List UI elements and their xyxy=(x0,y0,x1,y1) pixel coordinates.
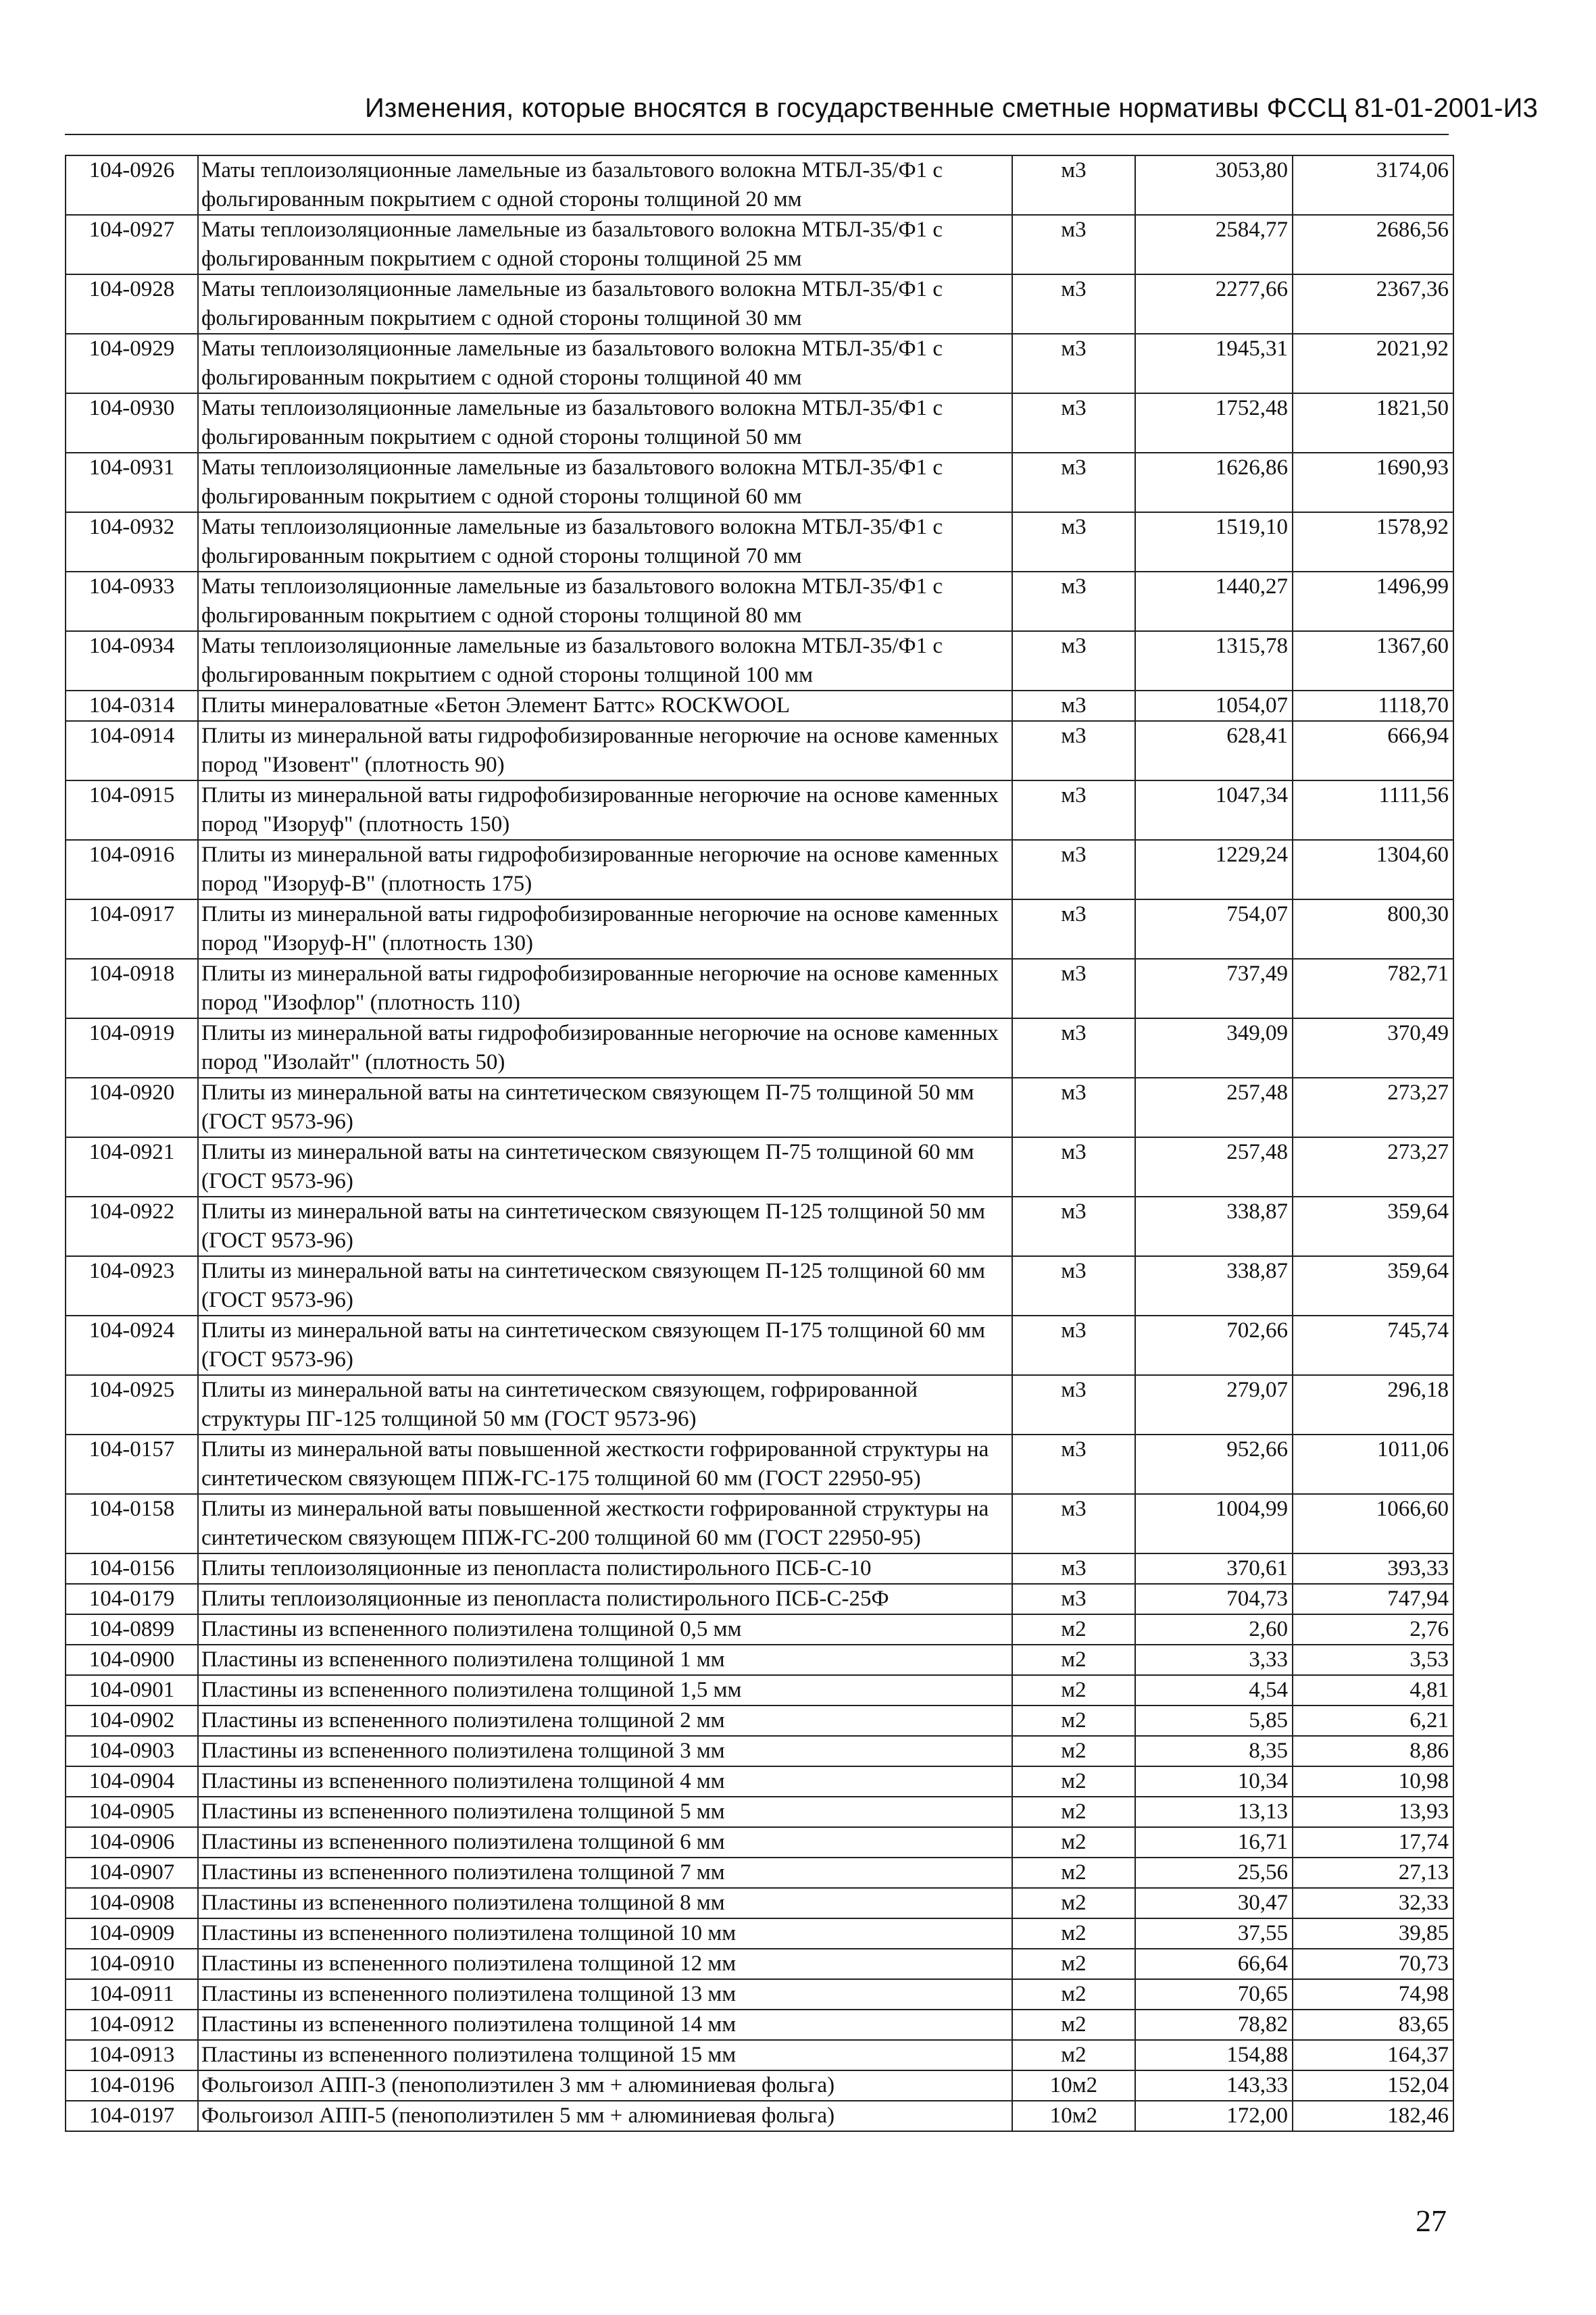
table-row xyxy=(66,572,1453,631)
row-price-new-cell: 4,81 xyxy=(1293,1675,1453,1706)
row-price-new-cell: 1011,06 xyxy=(1293,1435,1453,1494)
row-name-cell: Маты теплоизоляционные ламельные из базальтового волокна МТБЛ-35/Ф1 с фольгированным покрытием с одной стороны толщиной 80 мм xyxy=(198,572,1012,631)
row-code-cell: 104-0932 xyxy=(66,512,198,572)
table-row xyxy=(66,1979,1453,2010)
row-price-current-cell: 702,66 xyxy=(1135,1316,1293,1375)
row-price-current-cell: 30,47 xyxy=(1135,1888,1293,1918)
row-price-new-cell: 70,73 xyxy=(1293,1949,1453,1979)
row-unit-cell: м2 xyxy=(1012,1949,1135,1979)
row-code-cell: 104-0908 xyxy=(66,1888,198,1918)
row-price-current-cell: 338,87 xyxy=(1135,1256,1293,1316)
row-code-cell: 104-0903 xyxy=(66,1736,198,1766)
row-name-cell: Маты теплоизоляционные ламельные из базальтового волокна МТБЛ-35/Ф1 с фольгированным покрытием с одной стороны толщиной 25 мм xyxy=(198,215,1012,274)
row-name-cell: Плиты из минеральной ваты гидрофобизированные негорючие на основе каменных пород "Изофлор" (плотность 110) xyxy=(198,959,1012,1018)
row-name-cell: Пластины из вспененного полиэтилена толщиной 10 мм xyxy=(198,1918,1012,1949)
row-code-cell: 104-0931 xyxy=(66,453,198,512)
table-row xyxy=(66,1316,1453,1375)
row-code-cell: 104-0157 xyxy=(66,1435,198,1494)
row-price-new-cell: 74,98 xyxy=(1293,1979,1453,2010)
row-code-cell: 104-0179 xyxy=(66,1584,198,1614)
table-row xyxy=(66,1827,1453,1858)
row-name-cell: Маты теплоизоляционные ламельные из базальтового волокна МТБЛ-35/Ф1 с фольгированным покрытием с одной стороны толщиной 20 мм xyxy=(198,155,1012,215)
row-price-new-cell: 1496,99 xyxy=(1293,572,1453,631)
row-price-current-cell: 66,64 xyxy=(1135,1949,1293,1979)
row-name-cell: Пластины из вспененного полиэтилена толщиной 2 мм xyxy=(198,1706,1012,1736)
table-row xyxy=(66,512,1453,572)
row-name-cell: Пластины из вспененного полиэтилена толщиной 1,5 мм xyxy=(198,1675,1012,1706)
row-unit-cell: м3 xyxy=(1012,631,1135,691)
row-price-new-cell: 2021,92 xyxy=(1293,334,1453,393)
row-unit-cell: м2 xyxy=(1012,1858,1135,1888)
row-code-cell: 104-0928 xyxy=(66,274,198,334)
row-code-cell: 104-0902 xyxy=(66,1706,198,1736)
row-price-new-cell: 800,30 xyxy=(1293,899,1453,959)
row-price-current-cell: 2,60 xyxy=(1135,1614,1293,1645)
row-name-cell: Плиты из минеральной ваты повышенной жесткости гофрированной структуры на синтетическом связующем ППЖ-ГС-200 толщиной 60 мм (ГОСТ 22950-95) xyxy=(198,1494,1012,1553)
row-unit-cell: м3 xyxy=(1012,155,1135,215)
row-price-new-cell: 2,76 xyxy=(1293,1614,1453,1645)
row-name-cell: Плиты из минеральной ваты гидрофобизированные негорючие на основе каменных пород "Изоруф-Н" (плотность 130) xyxy=(198,899,1012,959)
row-unit-cell: м3 xyxy=(1012,959,1135,1018)
row-price-current-cell: 3053,80 xyxy=(1135,155,1293,215)
row-unit-cell: м2 xyxy=(1012,1675,1135,1706)
row-price-new-cell: 1578,92 xyxy=(1293,512,1453,572)
row-code-cell: 104-0907 xyxy=(66,1858,198,1888)
row-code-cell: 104-0926 xyxy=(66,155,198,215)
row-code-cell: 104-0906 xyxy=(66,1827,198,1858)
row-price-current-cell: 1752,48 xyxy=(1135,393,1293,453)
table-row xyxy=(66,780,1453,840)
row-unit-cell: м2 xyxy=(1012,1918,1135,1949)
row-price-current-cell: 754,07 xyxy=(1135,899,1293,959)
row-unit-cell: м3 xyxy=(1012,1256,1135,1316)
row-unit-cell: м3 xyxy=(1012,334,1135,393)
row-unit-cell: м3 xyxy=(1012,274,1135,334)
table-row xyxy=(66,631,1453,691)
row-unit-cell: м2 xyxy=(1012,2010,1135,2040)
row-price-new-cell: 39,85 xyxy=(1293,1918,1453,1949)
row-code-cell: 104-0909 xyxy=(66,1918,198,1949)
row-code-cell: 104-0934 xyxy=(66,631,198,691)
row-price-new-cell: 359,64 xyxy=(1293,1256,1453,1316)
row-price-current-cell: 3,33 xyxy=(1135,1645,1293,1675)
row-price-new-cell: 1066,60 xyxy=(1293,1494,1453,1553)
row-name-cell: Маты теплоизоляционные ламельные из базальтового волокна МТБЛ-35/Ф1 с фольгированным покрытием с одной стороны толщиной 40 мм xyxy=(198,334,1012,393)
row-price-new-cell: 745,74 xyxy=(1293,1316,1453,1375)
row-code-cell: 104-0917 xyxy=(66,899,198,959)
table-row xyxy=(66,1137,1453,1197)
row-name-cell: Плиты из минеральной ваты на синтетическом связующем П-175 толщиной 60 мм (ГОСТ 9573-96) xyxy=(198,1316,1012,1375)
row-name-cell: Пластины из вспененного полиэтилена толщиной 13 мм xyxy=(198,1979,1012,2010)
row-code-cell: 104-0156 xyxy=(66,1553,198,1584)
table-row xyxy=(66,334,1453,393)
row-name-cell: Плиты из минеральной ваты на синтетическом связующем, гофрированной структуры ПГ-125 толщиной 50 мм (ГОСТ 9573-96) xyxy=(198,1375,1012,1435)
table-row xyxy=(66,2101,1453,2131)
header-rule xyxy=(65,134,1449,135)
row-price-current-cell: 4,54 xyxy=(1135,1675,1293,1706)
row-code-cell: 104-0918 xyxy=(66,959,198,1018)
row-unit-cell: м3 xyxy=(1012,572,1135,631)
row-name-cell: Плиты из минеральной ваты на синтетическом связующем П-75 толщиной 50 мм (ГОСТ 9573-96) xyxy=(198,1078,1012,1137)
row-code-cell: 104-0196 xyxy=(66,2070,198,2101)
row-code-cell: 104-0915 xyxy=(66,780,198,840)
row-name-cell: Маты теплоизоляционные ламельные из базальтового волокна МТБЛ-35/Ф1 с фольгированным покрытием с одной стороны толщиной 100 мм xyxy=(198,631,1012,691)
row-name-cell: Плиты из минеральной ваты повышенной жесткости гофрированной структуры на синтетическом связующем ППЖ-ГС-175 толщиной 60 мм (ГОСТ 22950-95) xyxy=(198,1435,1012,1494)
row-unit-cell: м2 xyxy=(1012,1827,1135,1858)
table-row xyxy=(66,1858,1453,1888)
row-price-new-cell: 17,74 xyxy=(1293,1827,1453,1858)
row-unit-cell: м3 xyxy=(1012,1375,1135,1435)
row-price-current-cell: 628,41 xyxy=(1135,721,1293,780)
row-price-new-cell: 370,49 xyxy=(1293,1018,1453,1078)
row-code-cell: 104-0899 xyxy=(66,1614,198,1645)
row-name-cell: Пластины из вспененного полиэтилена толщиной 8 мм xyxy=(198,1888,1012,1918)
row-code-cell: 104-0933 xyxy=(66,572,198,631)
table-row xyxy=(66,2070,1453,2101)
row-price-current-cell: 10,34 xyxy=(1135,1766,1293,1797)
row-name-cell: Пластины из вспененного полиэтилена толщиной 5 мм xyxy=(198,1797,1012,1827)
row-code-cell: 104-0922 xyxy=(66,1197,198,1256)
row-code-cell: 104-0911 xyxy=(66,1979,198,2010)
row-price-new-cell: 666,94 xyxy=(1293,721,1453,780)
row-code-cell: 104-0927 xyxy=(66,215,198,274)
row-price-current-cell: 952,66 xyxy=(1135,1435,1293,1494)
row-price-current-cell: 1440,27 xyxy=(1135,572,1293,631)
row-price-new-cell: 182,46 xyxy=(1293,2101,1453,2131)
row-name-cell: Плиты теплоизоляционные из пенопласта полистирольного ПСБ-С-10 xyxy=(198,1553,1012,1584)
row-code-cell: 104-0901 xyxy=(66,1675,198,1706)
row-code-cell: 104-0900 xyxy=(66,1645,198,1675)
row-price-current-cell: 1626,86 xyxy=(1135,453,1293,512)
row-price-current-cell: 737,49 xyxy=(1135,959,1293,1018)
row-code-cell: 104-0905 xyxy=(66,1797,198,1827)
table-row xyxy=(66,215,1453,274)
row-price-new-cell: 152,04 xyxy=(1293,2070,1453,2101)
table-row xyxy=(66,2040,1453,2070)
row-price-current-cell: 172,00 xyxy=(1135,2101,1293,2131)
row-price-current-cell: 1315,78 xyxy=(1135,631,1293,691)
row-unit-cell: м2 xyxy=(1012,1736,1135,1766)
row-unit-cell: м3 xyxy=(1012,691,1135,721)
row-name-cell: Плиты минераловатные «Бетон Элемент Баттс» ROCKWOOL xyxy=(198,691,1012,721)
row-unit-cell: м3 xyxy=(1012,899,1135,959)
row-unit-cell: м3 xyxy=(1012,1494,1135,1553)
table-row xyxy=(66,2010,1453,2040)
row-unit-cell: м3 xyxy=(1012,1197,1135,1256)
row-name-cell: Пластины из вспененного полиэтилена толщиной 1 мм xyxy=(198,1645,1012,1675)
row-unit-cell: м2 xyxy=(1012,1614,1135,1645)
row-price-new-cell: 8,86 xyxy=(1293,1736,1453,1766)
row-name-cell: Пластины из вспененного полиэтилена толщиной 4 мм xyxy=(198,1766,1012,1797)
row-price-current-cell: 25,56 xyxy=(1135,1858,1293,1888)
row-code-cell: 104-0924 xyxy=(66,1316,198,1375)
row-name-cell: Пластины из вспененного полиэтилена толщиной 12 мм xyxy=(198,1949,1012,1979)
row-name-cell: Пластины из вспененного полиэтилена толщиной 3 мм xyxy=(198,1736,1012,1766)
table-row xyxy=(66,1797,1453,1827)
row-unit-cell: 10м2 xyxy=(1012,2101,1135,2131)
row-price-current-cell: 16,71 xyxy=(1135,1827,1293,1858)
row-price-current-cell: 143,33 xyxy=(1135,2070,1293,2101)
table-row xyxy=(66,274,1453,334)
row-price-new-cell: 1690,93 xyxy=(1293,453,1453,512)
row-code-cell: 104-0913 xyxy=(66,2040,198,2070)
row-price-current-cell: 279,07 xyxy=(1135,1375,1293,1435)
row-name-cell: Плиты из минеральной ваты гидрофобизированные негорючие на основе каменных пород "Изоруф" (плотность 150) xyxy=(198,780,1012,840)
row-code-cell: 104-0923 xyxy=(66,1256,198,1316)
row-code-cell: 104-0921 xyxy=(66,1137,198,1197)
row-price-current-cell: 13,13 xyxy=(1135,1797,1293,1827)
table-row xyxy=(66,1197,1453,1256)
row-name-cell: Плиты теплоизоляционные из пенопласта полистирольного ПСБ-С-25Ф xyxy=(198,1584,1012,1614)
row-price-current-cell: 370,61 xyxy=(1135,1553,1293,1584)
row-price-new-cell: 296,18 xyxy=(1293,1375,1453,1435)
table-row xyxy=(66,1435,1453,1494)
row-price-current-cell: 257,48 xyxy=(1135,1078,1293,1137)
row-code-cell: 104-0916 xyxy=(66,840,198,899)
row-price-new-cell: 32,33 xyxy=(1293,1888,1453,1918)
row-price-new-cell: 83,65 xyxy=(1293,2010,1453,2040)
row-price-current-cell: 704,73 xyxy=(1135,1584,1293,1614)
row-price-current-cell: 2277,66 xyxy=(1135,274,1293,334)
row-price-new-cell: 1367,60 xyxy=(1293,631,1453,691)
page-header-title: Изменения, которые вносятся в государственные сметные нормативы ФССЦ 81-01-2001-И3 xyxy=(365,93,1539,123)
row-name-cell: Маты теплоизоляционные ламельные из базальтового волокна МТБЛ-35/Ф1 с фольгированным покрытием с одной стороны толщиной 30 мм xyxy=(198,274,1012,334)
row-code-cell: 104-0929 xyxy=(66,334,198,393)
row-name-cell: Плиты из минеральной ваты гидрофобизированные негорючие на основе каменных пород "Изовент" (плотность 90) xyxy=(198,721,1012,780)
row-unit-cell: м3 xyxy=(1012,215,1135,274)
row-code-cell: 104-0910 xyxy=(66,1949,198,1979)
table-row xyxy=(66,1078,1453,1137)
row-name-cell: Маты теплоизоляционные ламельные из базальтового волокна МТБЛ-35/Ф1 с фольгированным покрытием с одной стороны толщиной 70 мм xyxy=(198,512,1012,572)
price-table-body xyxy=(66,155,1453,2131)
row-price-current-cell: 70,65 xyxy=(1135,1979,1293,2010)
row-price-new-cell: 1304,60 xyxy=(1293,840,1453,899)
row-name-cell: Маты теплоизоляционные ламельные из базальтового волокна МТБЛ-35/Ф1 с фольгированным покрытием с одной стороны толщиной 60 мм xyxy=(198,453,1012,512)
row-unit-cell: м3 xyxy=(1012,721,1135,780)
row-unit-cell: м3 xyxy=(1012,1584,1135,1614)
table-row xyxy=(66,721,1453,780)
row-price-current-cell: 8,35 xyxy=(1135,1736,1293,1766)
row-unit-cell: м2 xyxy=(1012,1645,1135,1675)
row-unit-cell: м3 xyxy=(1012,840,1135,899)
row-unit-cell: м2 xyxy=(1012,1797,1135,1827)
row-unit-cell: м2 xyxy=(1012,2040,1135,2070)
row-price-new-cell: 164,37 xyxy=(1293,2040,1453,2070)
row-unit-cell: м3 xyxy=(1012,780,1135,840)
row-name-cell: Пластины из вспененного полиэтилена толщиной 6 мм xyxy=(198,1827,1012,1858)
row-name-cell: Плиты из минеральной ваты на синтетическом связующем П-125 толщиной 50 мм (ГОСТ 9573-96) xyxy=(198,1197,1012,1256)
row-name-cell: Фольгоизол АПП-3 (пенополиэтилен 3 мм + алюминиевая фольга) xyxy=(198,2070,1012,2101)
row-price-new-cell: 393,33 xyxy=(1293,1553,1453,1584)
row-unit-cell: м3 xyxy=(1012,393,1135,453)
table-row xyxy=(66,1645,1453,1675)
row-name-cell: Плиты из минеральной ваты гидрофобизированные негорючие на основе каменных пород "Изоруф-В" (плотность 175) xyxy=(198,840,1012,899)
row-price-new-cell: 782,71 xyxy=(1293,959,1453,1018)
row-unit-cell: м3 xyxy=(1012,1435,1135,1494)
row-price-new-cell: 3,53 xyxy=(1293,1645,1453,1675)
row-price-new-cell: 747,94 xyxy=(1293,1584,1453,1614)
row-price-new-cell: 3174,06 xyxy=(1293,155,1453,215)
row-price-new-cell: 27,13 xyxy=(1293,1858,1453,1888)
table-row xyxy=(66,1918,1453,1949)
row-price-new-cell: 13,93 xyxy=(1293,1797,1453,1827)
row-unit-cell: м3 xyxy=(1012,1137,1135,1197)
table-row xyxy=(66,453,1453,512)
row-name-cell: Плиты из минеральной ваты на синтетическом связующем П-125 толщиной 60 мм (ГОСТ 9573-96) xyxy=(198,1256,1012,1316)
row-price-current-cell: 257,48 xyxy=(1135,1137,1293,1197)
row-name-cell: Пластины из вспененного полиэтилена толщиной 15 мм xyxy=(198,2040,1012,2070)
row-name-cell: Пластины из вспененного полиэтилена толщиной 0,5 мм xyxy=(198,1614,1012,1645)
row-price-current-cell: 2584,77 xyxy=(1135,215,1293,274)
table-row xyxy=(66,1736,1453,1766)
row-name-cell: Фольгоизол АПП-5 (пенополиэтилен 5 мм + алюминиевая фольга) xyxy=(198,2101,1012,2131)
table-row xyxy=(66,393,1453,453)
price-table-container xyxy=(65,155,1453,2132)
row-unit-cell: м2 xyxy=(1012,1979,1135,2010)
row-price-new-cell: 10,98 xyxy=(1293,1766,1453,1797)
row-price-current-cell: 37,55 xyxy=(1135,1918,1293,1949)
table-row xyxy=(66,959,1453,1018)
row-price-current-cell: 1054,07 xyxy=(1135,691,1293,721)
table-row xyxy=(66,1706,1453,1736)
table-row xyxy=(66,1949,1453,1979)
row-code-cell: 104-0912 xyxy=(66,2010,198,2040)
row-unit-cell: м2 xyxy=(1012,1888,1135,1918)
row-price-current-cell: 1519,10 xyxy=(1135,512,1293,572)
row-price-current-cell: 154,88 xyxy=(1135,2040,1293,2070)
table-row xyxy=(66,899,1453,959)
table-row xyxy=(66,1553,1453,1584)
page-number: 27 xyxy=(1416,2204,1447,2238)
row-unit-cell: м3 xyxy=(1012,1553,1135,1584)
table-row xyxy=(66,1675,1453,1706)
row-unit-cell: м3 xyxy=(1012,1316,1135,1375)
row-unit-cell: м3 xyxy=(1012,1078,1135,1137)
row-code-cell: 104-0925 xyxy=(66,1375,198,1435)
row-unit-cell: м2 xyxy=(1012,1706,1135,1736)
row-code-cell: 104-0904 xyxy=(66,1766,198,1797)
row-code-cell: 104-0314 xyxy=(66,691,198,721)
row-name-cell: Плиты из минеральной ваты гидрофобизированные негорючие на основе каменных пород "Изолайт" (плотность 50) xyxy=(198,1018,1012,1078)
table-row xyxy=(66,155,1453,215)
row-name-cell: Плиты из минеральной ваты на синтетическом связующем П-75 толщиной 60 мм (ГОСТ 9573-96) xyxy=(198,1137,1012,1197)
row-price-current-cell: 1229,24 xyxy=(1135,840,1293,899)
row-unit-cell: м3 xyxy=(1012,453,1135,512)
row-code-cell: 104-0920 xyxy=(66,1078,198,1137)
row-price-new-cell: 273,27 xyxy=(1293,1137,1453,1197)
row-unit-cell: м2 xyxy=(1012,1766,1135,1797)
table-row xyxy=(66,691,1453,721)
row-price-current-cell: 1945,31 xyxy=(1135,334,1293,393)
price-table xyxy=(65,155,1454,2132)
row-code-cell: 104-0930 xyxy=(66,393,198,453)
row-name-cell: Маты теплоизоляционные ламельные из базальтового волокна МТБЛ-35/Ф1 с фольгированным покрытием с одной стороны толщиной 50 мм xyxy=(198,393,1012,453)
row-price-current-cell: 78,82 xyxy=(1135,2010,1293,2040)
table-row xyxy=(66,1375,1453,1435)
row-name-cell: Пластины из вспененного полиэтилена толщиной 7 мм xyxy=(198,1858,1012,1888)
row-code-cell: 104-0158 xyxy=(66,1494,198,1553)
row-price-current-cell: 5,85 xyxy=(1135,1706,1293,1736)
row-unit-cell: м3 xyxy=(1012,1018,1135,1078)
row-price-new-cell: 1118,70 xyxy=(1293,691,1453,721)
row-unit-cell: 10м2 xyxy=(1012,2070,1135,2101)
table-row xyxy=(66,1888,1453,1918)
row-price-new-cell: 1111,56 xyxy=(1293,780,1453,840)
row-unit-cell: м3 xyxy=(1012,512,1135,572)
row-code-cell: 104-0919 xyxy=(66,1018,198,1078)
row-price-new-cell: 2686,56 xyxy=(1293,215,1453,274)
row-code-cell: 104-0914 xyxy=(66,721,198,780)
table-row xyxy=(66,1614,1453,1645)
table-row xyxy=(66,1494,1453,1553)
row-code-cell: 104-0197 xyxy=(66,2101,198,2131)
table-row xyxy=(66,1018,1453,1078)
row-price-new-cell: 1821,50 xyxy=(1293,393,1453,453)
row-price-new-cell: 359,64 xyxy=(1293,1197,1453,1256)
row-price-current-cell: 349,09 xyxy=(1135,1018,1293,1078)
row-name-cell: Пластины из вспененного полиэтилена толщиной 14 мм xyxy=(198,2010,1012,2040)
table-row xyxy=(66,1256,1453,1316)
row-price-current-cell: 1047,34 xyxy=(1135,780,1293,840)
row-price-new-cell: 6,21 xyxy=(1293,1706,1453,1736)
table-row xyxy=(66,1584,1453,1614)
row-price-current-cell: 338,87 xyxy=(1135,1197,1293,1256)
table-row xyxy=(66,1766,1453,1797)
row-price-new-cell: 2367,36 xyxy=(1293,274,1453,334)
row-price-new-cell: 273,27 xyxy=(1293,1078,1453,1137)
table-row xyxy=(66,840,1453,899)
row-price-current-cell: 1004,99 xyxy=(1135,1494,1293,1553)
